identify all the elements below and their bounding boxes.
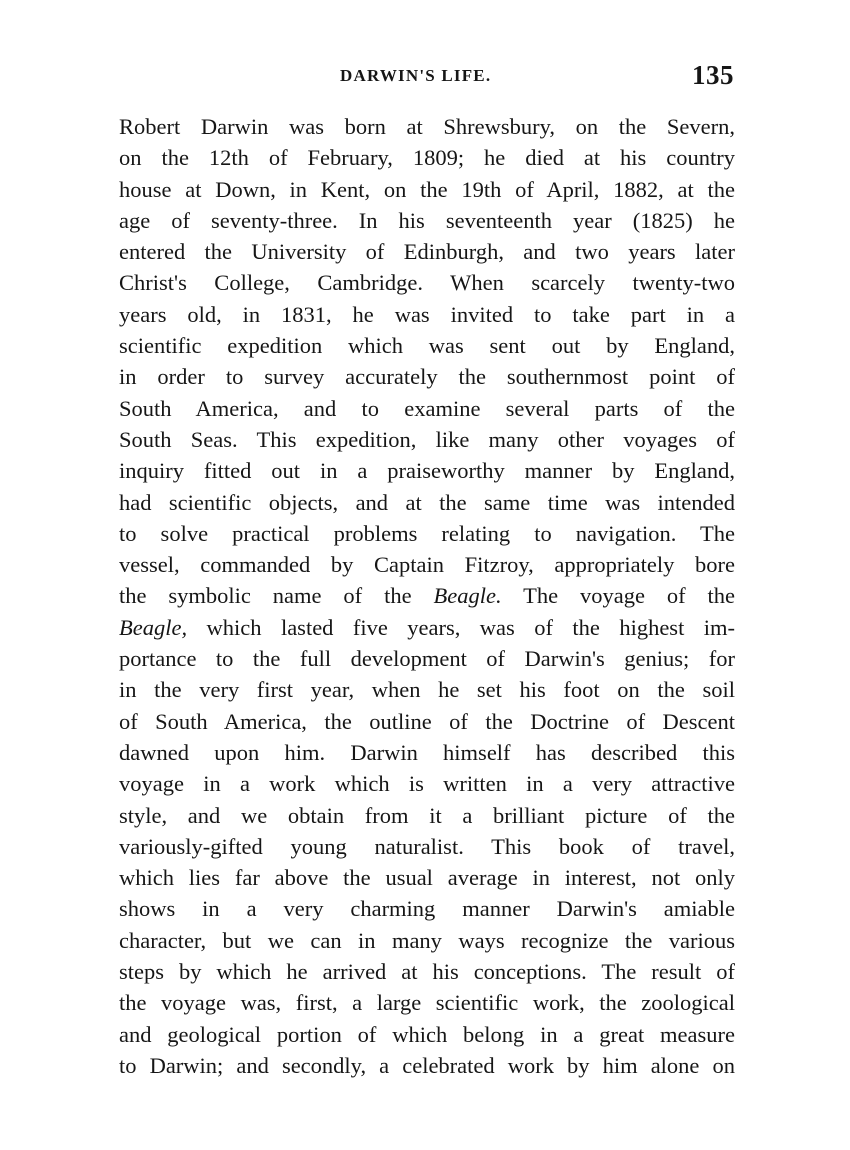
text-line: entered the University of Edinburgh, and two years later	[119, 239, 735, 265]
text-line: had scientific objects, and at the same time was intended	[119, 489, 735, 515]
text-line: steps by which he arrived at his conceptions. The result of	[119, 959, 735, 985]
ship-name-italic: Beagle.	[433, 583, 502, 609]
body-paragraph	[119, 111, 735, 1081]
text-line: Christ's College, Cambridge. When scarcely twenty-two	[119, 270, 735, 296]
text-line: in order to survey accurately the southernmost point of	[119, 364, 735, 390]
text-line: voyage in a work which is written in a very attractive	[119, 771, 735, 797]
text-line: style, and we obtain from it a brilliant picture of the	[119, 802, 735, 828]
text-line: shows in a very charming manner Darwin's amiable	[119, 896, 735, 922]
text-line: house at Down, in Kent, on the 19th of April, 1882, at the	[119, 176, 735, 202]
text-line: dawned upon him. Darwin himself has described this	[119, 739, 735, 765]
text-line-beagle	[119, 612, 735, 643]
text-line: South America, and to examine several parts of the	[119, 395, 735, 421]
text-line-beagle	[119, 580, 735, 611]
text-line: vessel, commanded by Captain Fitzroy, appropriately bore	[119, 552, 735, 578]
text-line: character, but we can in many ways recognize the various	[119, 927, 735, 953]
text-line: age of seventy-three. In his seventeenth year (1825) he	[119, 207, 735, 233]
page-number: 135	[692, 60, 734, 90]
text-line: which lies far above the usual average in interest, not only	[119, 865, 735, 891]
text-line: years old, in 1831, he was invited to take part in a	[119, 301, 735, 327]
text-segment: which lasted five years, was of the highest im-	[187, 614, 735, 640]
text-segment: the symbolic name of the	[119, 583, 434, 609]
text-line: scientific expedition which was sent out by England,	[119, 333, 735, 359]
text-line: to Darwin; and secondly, a celebrated work by him alone on	[119, 1052, 735, 1078]
text-line: variously-gifted young naturalist. This book of travel,	[119, 833, 735, 859]
text-line: the voyage was, first, a large scientific work, the zoological	[119, 990, 735, 1016]
text-segment: The voyage of the	[501, 583, 735, 609]
running-head	[0, 60, 850, 96]
text-line: inquiry fitted out in a praiseworthy manner by England,	[119, 458, 735, 484]
running-title: DARWIN'S LIFE.	[340, 66, 492, 85]
text-line: and geological portion of which belong in a great measure	[119, 1021, 735, 1047]
ship-name-italic: Beagle,	[119, 614, 188, 640]
text-line: on the 12th of February, 1809; he died at his country	[119, 145, 735, 171]
text-line: Robert Darwin was born at Shrewsbury, on the Severn,	[119, 114, 735, 139]
text-line: in the very first year, when he set his foot on the soil	[119, 677, 735, 703]
text-line: portance to the full development of Darwin's genius; for	[119, 646, 735, 672]
text-line: South Seas. This expedition, like many other voyages of	[119, 426, 735, 452]
text-line: of South America, the outline of the Doctrine of Descent	[119, 708, 735, 734]
text-line: to solve practical problems relating to navigation. The	[119, 520, 735, 546]
